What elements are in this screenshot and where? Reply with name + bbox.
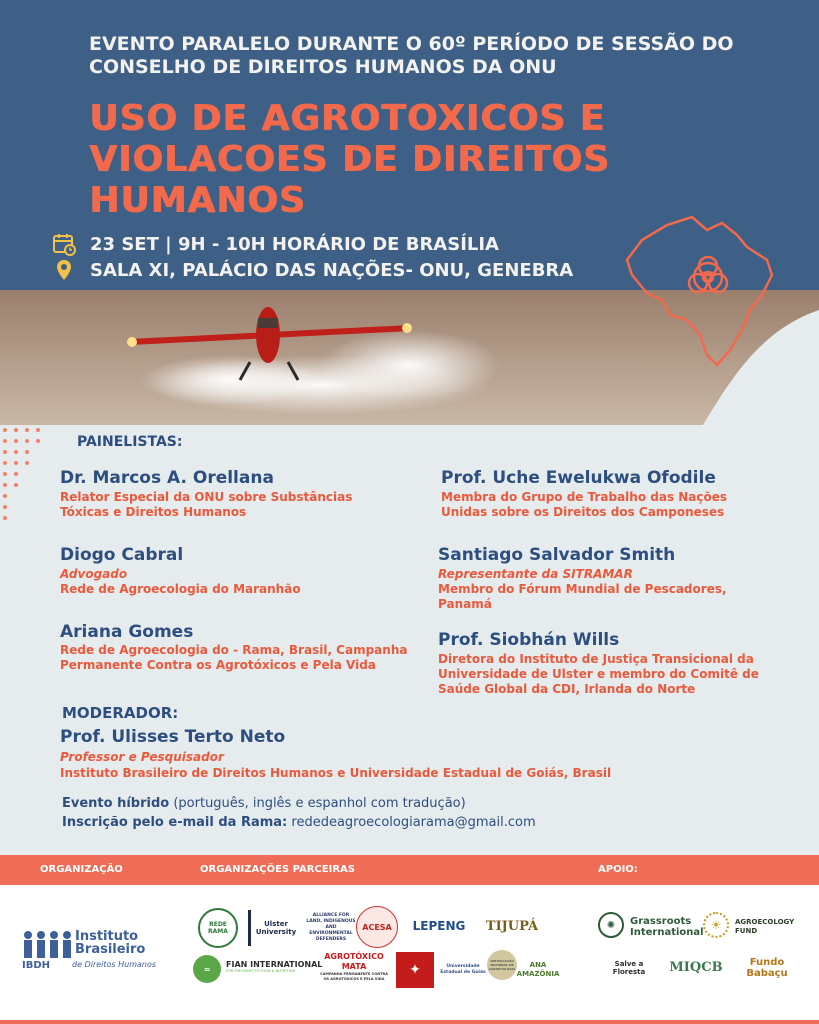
date-row: [52, 232, 652, 256]
moderator-role: Instituto Brasileiro de Direitos Humanos e Universidade Estadual de Goiás, Brasil: [60, 766, 612, 780]
panelist-name: Ariana Gomes: [60, 622, 194, 642]
event-subtitle: EVENTO PARALELO DURANTE O 60º PERÍODO DE SESSÃO DO CONSELHO DE DIREITOS HUMANOS DA ONU: [89, 33, 734, 78]
organization-label: ORGANIZAÇÃO: [40, 864, 123, 875]
moderator-label: MODERADOR:: [62, 704, 179, 722]
tijupa-logo: TIJUPÁ: [485, 918, 539, 934]
hybrid-label: Evento híbrido: [62, 796, 170, 811]
alliance-logo: ALLIANCE FOR LAND, INDIGENOUS AND ENVIRONMENTAL DEFENDERS: [306, 913, 356, 942]
organizers-bar: [0, 855, 819, 885]
agroecology-fund-logo: AGROECOLOGY FUND: [735, 918, 795, 935]
panelist-name: Prof. Uche Ewelukwa Ofodile: [441, 468, 716, 488]
grassroots-logo: Grassroots International: [630, 916, 704, 938]
acesa-logo: ACESA: [356, 906, 398, 948]
salve-floresta-logo: Salve a Floresta: [612, 960, 646, 976]
moderator-role-title: Professor e Pesquisador: [60, 750, 224, 764]
agrotoxico-subtitle: CAMPANHA PERMANENTE CONTRA OS AGROTÓXICOS E PELA VIDA: [320, 972, 388, 981]
panelist-role: Rede de Agroecologia do Maranhão: [60, 582, 301, 596]
registration-note: [62, 815, 536, 830]
hybrid-event-note: [62, 796, 466, 811]
people-icon: [22, 930, 74, 962]
ibdh-abbr: IBDH: [22, 960, 51, 971]
registration-email[interactable]: rededeagroecologiarama@gmail.com: [287, 815, 536, 830]
location-pin-icon: [52, 258, 76, 282]
panelist-role-title: Representante da SITRAMAR: [438, 567, 633, 581]
registration-label: Inscrição pelo e-mail da Rama:: [62, 815, 288, 830]
fundo-babacu-logo: Fundo Babaçu: [746, 957, 788, 979]
panelist-role: Relator Especial da ONU sobre Substâncias Tóxicas e Direitos Humanos: [60, 490, 353, 519]
panelist-role-title: Advogado: [60, 567, 128, 581]
grassroots-icon: ✺: [598, 912, 624, 938]
event-date: 23 SET | 9H - 10H HORÁRIO DE BRASÍLIA: [90, 233, 499, 255]
fian-icon: ≈: [193, 955, 221, 983]
articulacao-logo: ARTICULAÇÃO NACIONAL DE AGROECOLOGIA: [487, 950, 517, 980]
ana-amazonia-logo: ANA AMAZÔNIA: [516, 961, 560, 978]
partners-label: ORGANIZAÇÕES PARCEIRAS: [200, 864, 355, 875]
fian-logo: [226, 960, 323, 973]
agrotoxico-title: AGROTÓXICO MATA: [324, 952, 384, 971]
miqcb-logo: MIQCB: [669, 959, 723, 975]
fian-subtitle: FOR THE RIGHT TO FOOD & NUTRITION: [226, 969, 295, 973]
event-location: SALA XI, PALÁCIO DAS NAÇÕES- ONU, GENEBRA: [90, 259, 574, 281]
brazil-map-icon: [622, 205, 782, 370]
ibdh-line2: Brasileiro: [75, 942, 146, 957]
panelist-name: Prof. Siobhán Wills: [438, 630, 620, 650]
location-row: [52, 258, 652, 282]
rama-logo: REDE RAMA: [198, 908, 238, 948]
lepeng-logo: LEPENG: [412, 919, 466, 933]
ulster-logo: Ulster University: [248, 910, 298, 946]
ueg-logo: Universidade Estadual de Goiás: [440, 964, 486, 975]
moderator-name: Prof. Ulisses Terto Neto: [60, 727, 286, 747]
panelist-name: Santiago Salvador Smith: [438, 545, 676, 565]
panelist-role: Diretora do Instituto de Justiça Transicional da Universidade de Ulster e membro do Comitê de Saúde Global da CDI, Irlanda do Norte: [438, 652, 759, 696]
calendar-icon: [52, 232, 76, 256]
panel-label: PAINELISTAS:: [77, 434, 183, 450]
panelist-role: Membro do Fórum Mundial de Pescadores, Panamá: [438, 582, 727, 611]
mst-logo: ✦: [396, 952, 434, 988]
decorative-dots-left: [0, 425, 50, 535]
hybrid-languages: (português, inglês e espanhol com tradução): [169, 796, 466, 811]
ibdh-logo: [22, 928, 162, 973]
fian-name: FIAN INTERNATIONAL: [226, 960, 323, 969]
support-label: APOIO:: [598, 864, 638, 875]
bottom-accent-line: [0, 1020, 819, 1024]
panelist-role: Rede de Agroecologia do - Rama, Brasil, Campanha Permanente Contra os Agrotóxicos e Pela Vida: [60, 643, 408, 672]
ibdh-line3: de Direitos Humanos: [72, 960, 157, 969]
ibdh-line1: Instituto: [75, 929, 139, 944]
panelist-name: Dr. Marcos A. Orellana: [60, 468, 274, 488]
agrotoxico-mata-logo: [318, 952, 390, 988]
biohazard-icon: [689, 257, 727, 292]
agroecology-fund-icon: ☀: [703, 912, 729, 938]
panelist-role: Membra do Grupo de Trabalho das Nações Unidas sobre os Direitos dos Camponeses: [441, 490, 728, 519]
panelist-name: Diogo Cabral: [60, 545, 184, 565]
event-title: USO DE AGROTOXICOS E VIOLACOES DE DIREITOS HUMANOS: [89, 98, 610, 221]
